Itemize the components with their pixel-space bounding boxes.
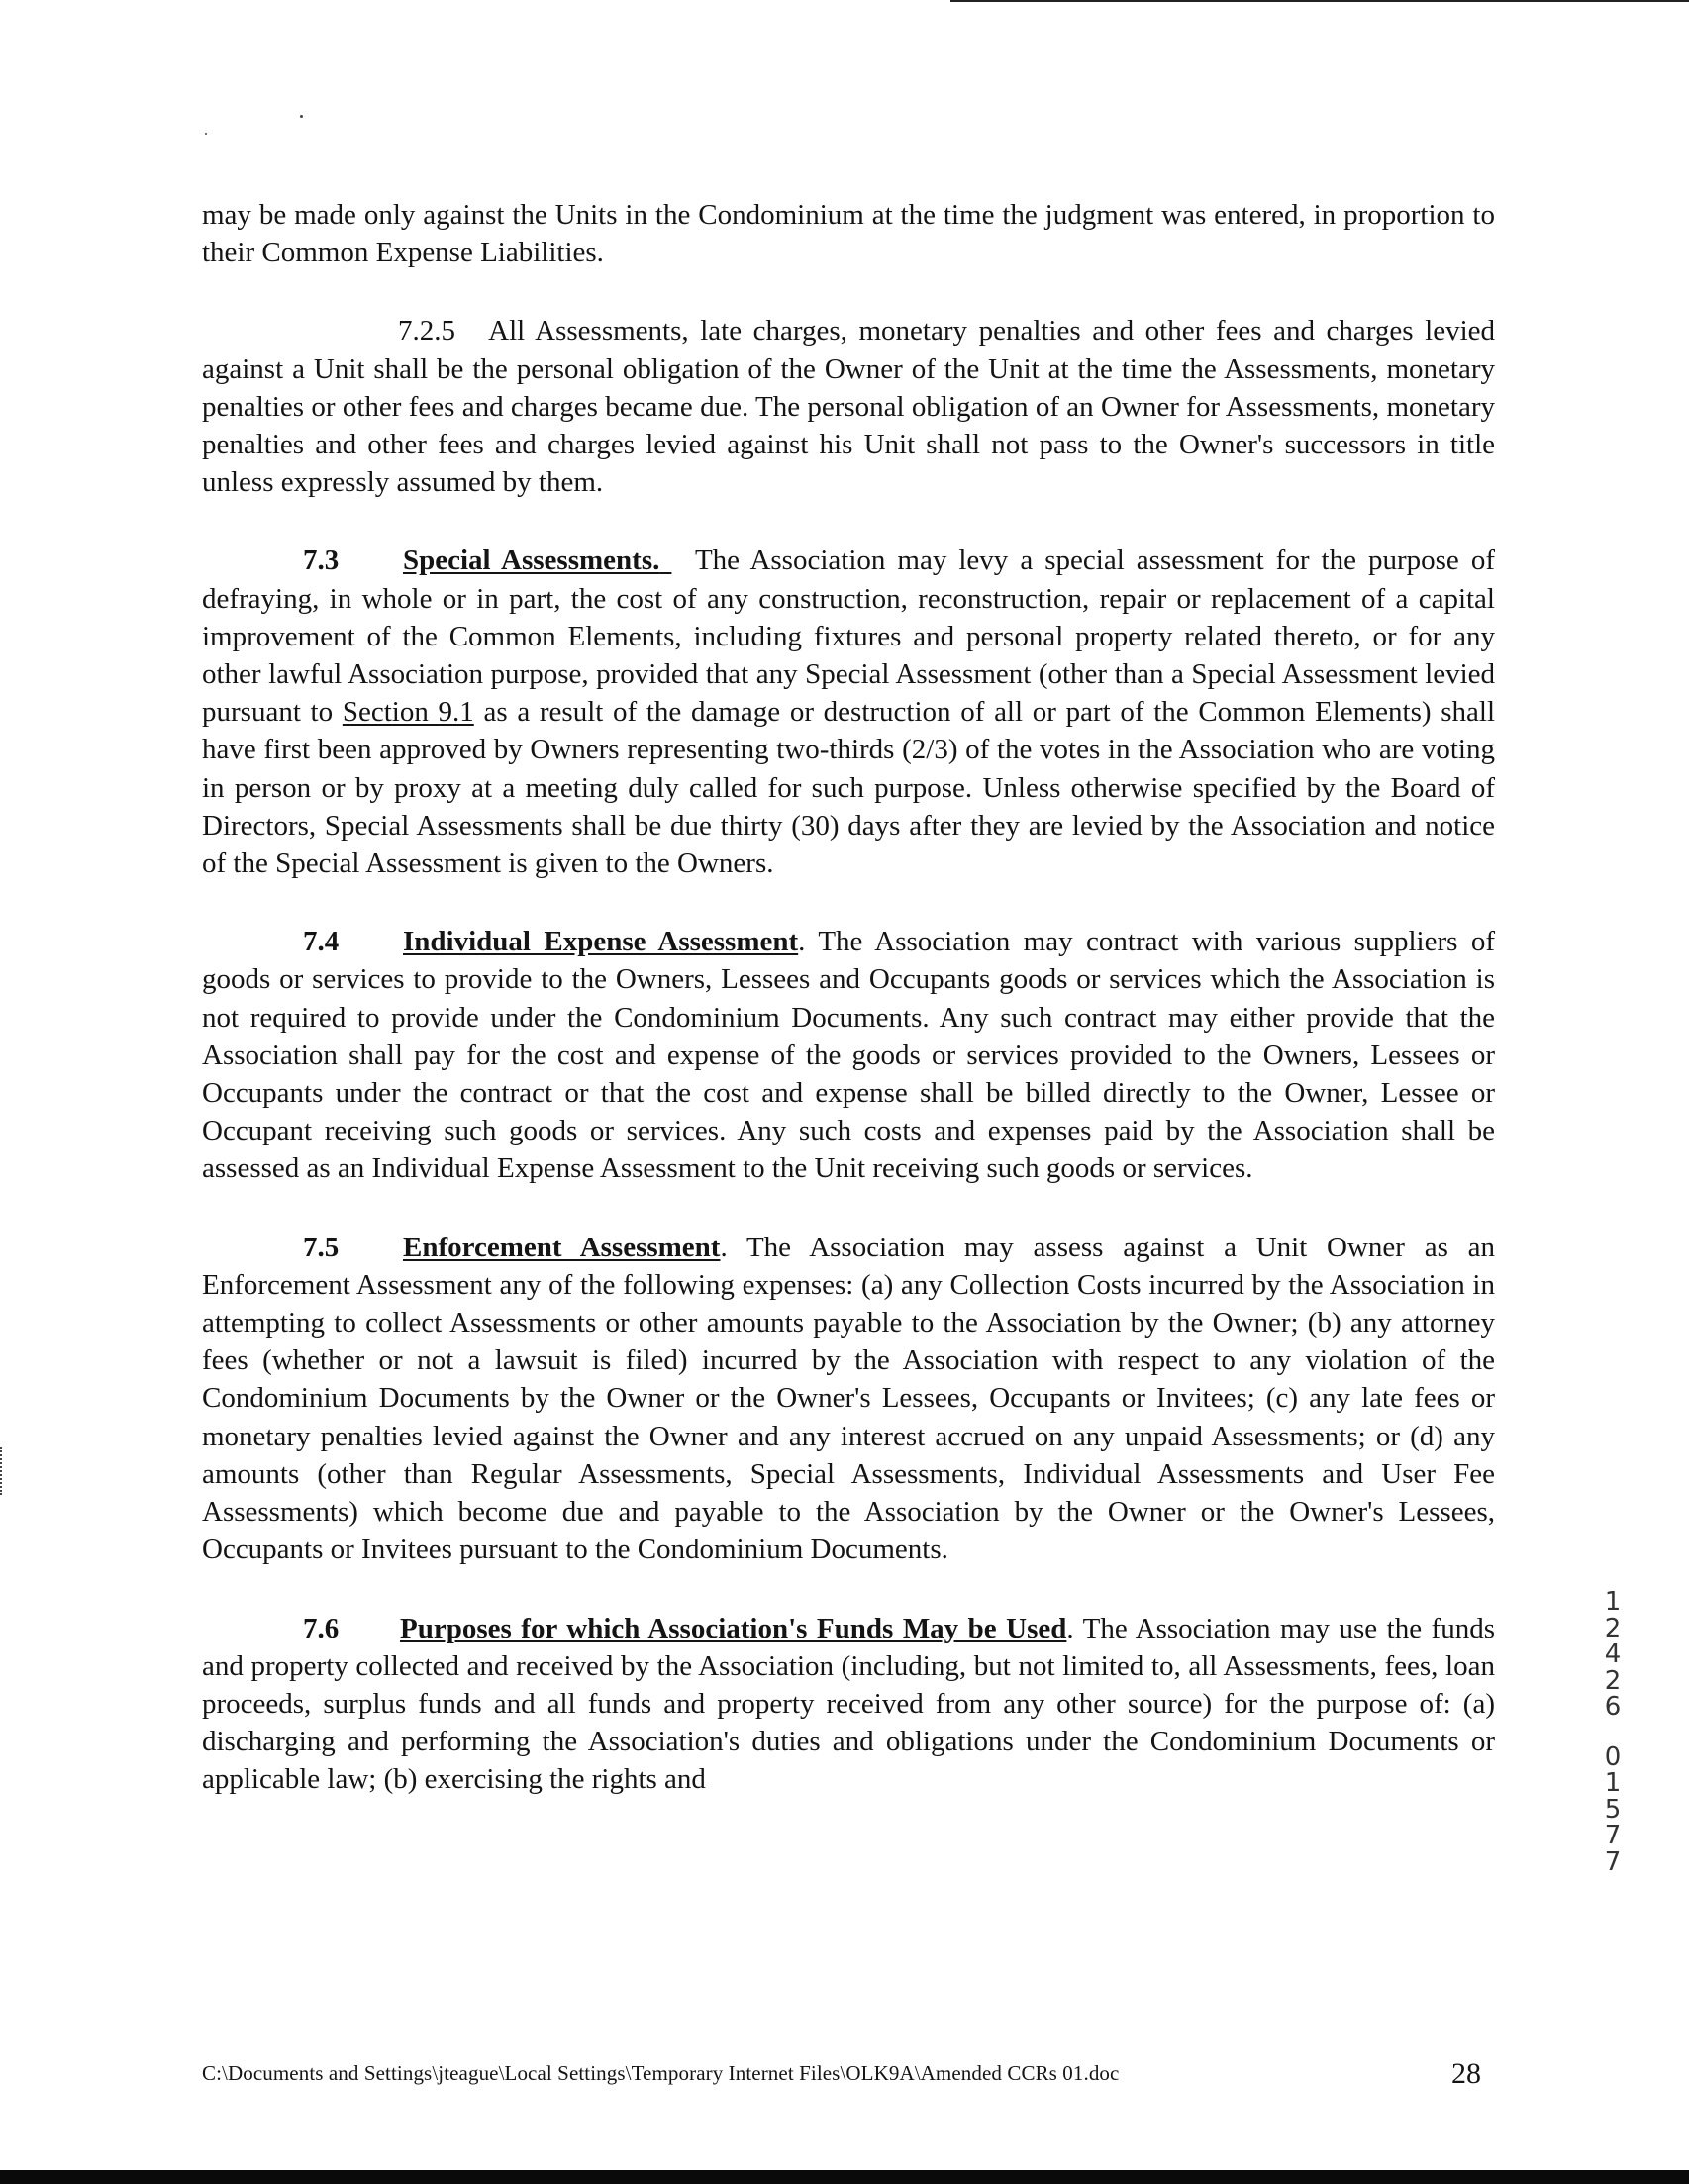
bates-digit: 1 [1604, 1768, 1622, 1798]
section-text: . The Association may use the funds and property collected and received by the Association (including, but not limited to, all Assessments, fees, loan proceeds, surplus funds and all funds and property received from any other source) for the purpose of: (a) discharging and performing the Association's duties and obligations under the Condominium Documents or applicable law; (b) exercising the rights and [202, 1612, 1495, 1796]
bates-digit: 0 [1604, 1741, 1622, 1772]
section-number: 7.6 [303, 1612, 340, 1644]
scan-edge-bottom [0, 2170, 1689, 2184]
bates-stamp [1600, 1589, 1626, 1875]
section-heading: Special Assessments. [403, 545, 660, 577]
bates-digit: 7 [1604, 1846, 1622, 1877]
paragraph-text: may be made only against the Units in the Condominium at the time the judgment was entered, in proportion to their Common Expense Liabilities. [202, 199, 1495, 269]
bates-digit: 5 [1604, 1794, 1622, 1825]
section-heading: Purposes for which Association's Funds May be Used [400, 1612, 1067, 1644]
section-reference-link: Section 9.1 [342, 696, 474, 729]
bates-digit: 6 [1604, 1692, 1622, 1722]
scan-edge-left-marks [0, 1447, 6, 1495]
section-heading: Enforcement Assessment [403, 1231, 721, 1263]
section-number: 7.4 [303, 926, 340, 958]
bates-digit: 7 [1604, 1821, 1622, 1850]
section-7-2-5 [202, 312, 1495, 501]
section-7-5 [202, 1229, 1495, 1569]
scan-speck [300, 115, 303, 118]
paragraph-continuation [202, 196, 1495, 271]
section-number: 7.5 [303, 1231, 340, 1263]
section-text: The Association may levy a special assessment for the purpose of defraying, in whole or in part, the cost of any construction, reconstruction, repair or replacement of a capital improvement of the Common Elements, including fixtures and personal property related thereto, or for any other lawful Association purpose, provided that any Special Assessment (other than a Special Assessment levied pursuant to [202, 545, 1495, 729]
bates-digit: 2 [1604, 1665, 1622, 1696]
section-7-6 [202, 1610, 1495, 1799]
section-number: 7.2.5 [398, 315, 455, 347]
section-text: . The Association may contract with various suppliers of goods or services to provide to the Owners, Lessees and Occupants goods or services which the Association is not required to provide under the Condominium Documents. Any such contract may either provide that the Association shall pay for the cost and expense of the goods or services provided to the Owners, Lessees or Occupants under the contract or that the cost and expense shall be billed directly to the Owner, Lessee or Occupant receiving such goods or services. Any such costs and expenses paid by the Association shall be assessed as an Individual Expense Assessment to the Unit receiving such goods or services. [202, 926, 1495, 1185]
bates-digit: 4 [1604, 1639, 1622, 1669]
page-number: 28 [1451, 2057, 1481, 2090]
bates-digit: 1 [1604, 1587, 1622, 1617]
section-7-4 [202, 923, 1495, 1187]
section-heading: Individual Expense Assessment [403, 926, 799, 958]
bates-digit: 2 [1604, 1613, 1622, 1643]
footer-file-path: C:\Documents and Settings\jteague\Local Settings\Temporary Internet Files\OLK9A\Amended CCRs 01.doc [202, 2061, 1120, 2085]
section-text: as a result of the damage or destruction of all or part of the Common Elements) shall have first been approved by Owners representing two-thirds (2/3) of the votes in the Association who are voting in person or by proxy at a meeting duly called for such purpose. Unless otherwise specified by the Board of Directors, Special Assessments shall be due thirty (30) days after they are levied by the Association and notice of the Special Assessment is given to the Owners. [202, 696, 1496, 880]
section-text: . The Association may assess against a Unit Owner as an Enforcement Assessment any of the following expenses: (a) any Collection Costs incurred by the Association in attempting to collect Assessments or other amounts payable to the Association by the Owner; (b) any attorney fees (whether or not a lawsuit is filed) incurred by the Association with respect to any violation of the Condominium Documents by the Owner or the Owner's Lessees, Occupants or Invitees; (c) any late fees or monetary penalties levied against the Owner and any interest accrued on any unpaid Assessments; or (d) any amounts (other than Regular Assessments, Special Assessments, Individual Assessments and User Fee Assessments) which become due and payable to the Association by the Owner or the Owner's Lessees, Occupants or Invitees pursuant to the Condominium Documents. [202, 1231, 1495, 1566]
section-7-3 [202, 542, 1495, 882]
scan-speck [205, 133, 207, 135]
document-body [202, 196, 1495, 1839]
scan-edge-top [950, 0, 1689, 2]
section-text: All Assessments, late charges, monetary penalties and other fees and charges levied against a Unit shall be the personal obligation of the Owner of the Unit at the time the Assessments, monetary penalties or other fees and charges became due. The personal obligation of an Owner for Assessments, monetary penalties and other fees and charges levied against his Unit shall not pass to the Owner's successors in title unless expressly assumed by them. [202, 315, 1495, 499]
section-number: 7.3 [303, 545, 340, 577]
